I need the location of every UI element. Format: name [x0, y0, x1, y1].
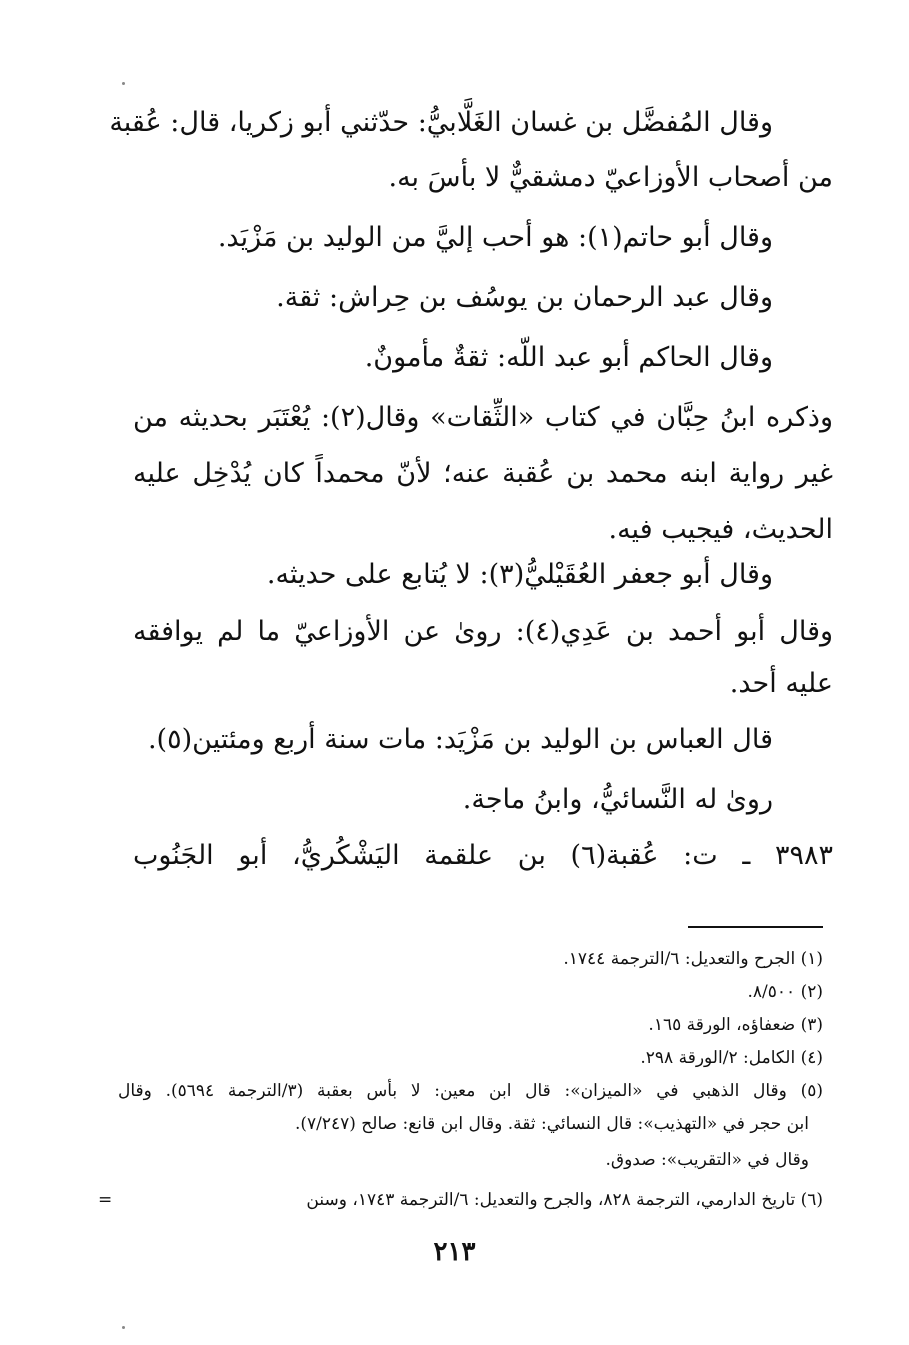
body-line: وذكره ابنُ حِبَّان في كتاب «الثِّقات» وقال(٢): يُعْتَبَر بحديثه من — [133, 402, 833, 433]
footnote: (٤) الكامل: ٢/الورقة ٢٩٨. — [640, 1048, 823, 1068]
scan-dot — [122, 1326, 125, 1329]
footnote: (٣) ضعفاؤه، الورقة ١٦٥. — [648, 1015, 823, 1035]
continuation-marker: = — [98, 1190, 113, 1210]
footnote: (٦) تاريخ الدارمي، الترجمة ٨٢٨، والجرح والتعديل: ٦/الترجمة ١٧٤٣، وسنن — [306, 1190, 823, 1210]
body-line: وقال أبو حاتم(١): هو أحب إليَّ من الوليد بن مَزْيَد. — [217, 222, 773, 253]
footnote-continuation: وقال في «التقريب»: صدوق. — [605, 1150, 809, 1170]
footnote-continuation: ابن حجر في «التهذيب»: قال النسائي: ثقة. وقال ابن قانع: صالح (٧/٢٤٧). — [294, 1114, 809, 1134]
body-line: من أصحاب الأوزاعيّ دمشقيٌّ لا بأسَ به. — [388, 162, 833, 193]
body-line: وقال عبد الرحمان بن يوسُف بن حِراش: ثقة. — [276, 282, 773, 313]
body-line: غير رواية ابنه محمد بن عُقبة عنه؛ لأنّ محمداً كان يُدْخِل عليه — [133, 458, 833, 489]
footnote: (٢) ٨/٥٠٠. — [747, 982, 823, 1002]
entry-heading-line: ٣٩٨٣ ـ ت: عُقبة(٦) بن علقمة اليَشْكُريُّ، أبو الجَنُوب — [133, 840, 833, 871]
body-line: روىٰ له النَّسائيُّ، وابنُ ماجة. — [462, 784, 773, 815]
body-line: الحديث، فيجيب فيه. — [608, 514, 833, 545]
body-line: وقال أبو أحمد بن عَدِي(٤): روىٰ عن الأوزاعيّ ما لم يوافقه — [133, 616, 833, 647]
body-line: وقال المُفضَّل بن غسان الغَلَّابيُّ: حدّثني أبو زكريا، قال: عُقبة — [109, 107, 773, 138]
page-number: ٢١٣ — [433, 1237, 476, 1267]
body-line: عليه أحد. — [729, 668, 833, 699]
footnote: (٥) وقال الذهبي في «الميزان»: قال ابن معين: لا بأس بعقبة (٣/الترجمة ٥٦٩٤). وقال — [118, 1081, 823, 1101]
scan-dot — [122, 82, 125, 85]
body-line: وقال الحاكم أبو عبد اللّه: ثقةٌ مأمونٌ. — [364, 342, 773, 373]
body-line: قال العباس بن الوليد بن مَزْيَد: مات سنة أربع ومئتين(٥). — [147, 724, 773, 755]
footnote: (١) الجرح والتعديل: ٦/الترجمة ١٧٤٤. — [563, 949, 823, 969]
body-line: وقال أبو جعفر العُقَيْليُّ(٣): لا يُتابع على حديثه. — [266, 559, 773, 590]
footnote-separator — [688, 926, 823, 928]
